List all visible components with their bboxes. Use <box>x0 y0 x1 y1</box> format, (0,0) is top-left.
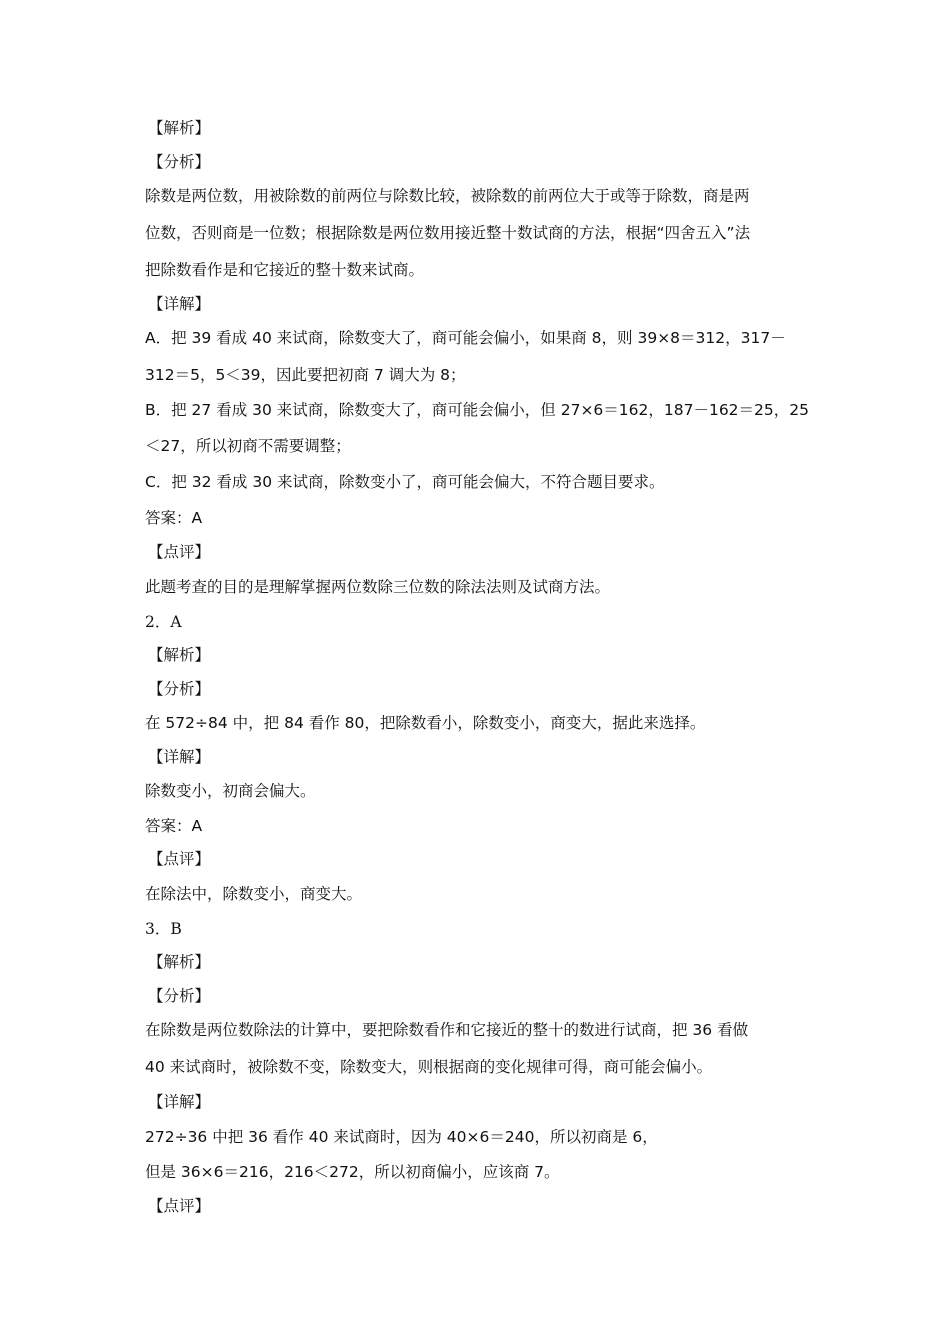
q1-detail-b-line-1: B．把 27 看成 30 来试商，除数变大了，商可能会偏小，但 27×6＝162，187－162＝25，25 <box>145 401 809 419</box>
q2-detail: 除数变小，初商会偏大。 <box>145 782 316 800</box>
q1-detail-a-line-2: 312＝5，5＜39，因此要把初商 7 调大为 8； <box>145 366 466 384</box>
q3-analysis-line-2: 40 来试商时，被除数不变，除数变大，则根据商的变化规律可得，商可能会偏小。 <box>145 1058 713 1076</box>
q2-answer: 答案：A <box>145 817 203 835</box>
q3-dianping-heading: 【点评】 <box>148 1197 211 1215</box>
q3-number: 3．B <box>145 920 182 938</box>
q1-comment: 此题考查的目的是理解掌握两位数除三位数的除法法则及试商方法。 <box>145 578 611 596</box>
q1-detail-b-line-2: ＜27，所以初商不需要调整； <box>145 437 351 455</box>
q1-dianping-heading: 【点评】 <box>148 543 211 561</box>
q2-analysis: 在 572÷84 中，把 84 看作 80，把除数看小，除数变小，商变大，据此来选择。 <box>145 714 706 732</box>
q2-dianping-heading: 【点评】 <box>148 850 211 868</box>
q1-detail-a-line-1: A．把 39 看成 40 来试商，除数变大了，商可能会偏小，如果商 8，则 39×8＝312，317－ <box>145 329 786 347</box>
q3-jiexi-heading: 【解析】 <box>148 953 211 971</box>
q1-answer: 答案：A <box>145 509 203 527</box>
q2-fenxi-heading: 【分析】 <box>148 680 211 698</box>
q3-xiangjie-heading: 【详解】 <box>148 1093 211 1111</box>
q2-xiangjie-heading: 【详解】 <box>148 748 211 766</box>
q3-detail-line-1: 272÷36 中把 36 看作 40 来试商时，因为 40×6＝240，所以初商是 6， <box>145 1128 658 1146</box>
q1-analysis-line-1: 除数是两位数，用被除数的前两位与除数比较，被除数的前两位大于或等于除数，商是两 <box>145 187 750 205</box>
q2-comment: 在除法中，除数变小，商变大。 <box>145 885 363 903</box>
q3-analysis-line-1: 在除数是两位数除法的计算中，要把除数看作和它接近的整十的数进行试商，把 36 看做 <box>145 1021 749 1039</box>
q1-jiexi-heading: 【解析】 <box>148 119 211 137</box>
q3-fenxi-heading: 【分析】 <box>148 987 211 1005</box>
q1-fenxi-heading: 【分析】 <box>148 153 211 171</box>
q3-detail-line-2: 但是 36×6＝216，216＜272，所以初商偏小，应该商 7。 <box>145 1163 560 1181</box>
q2-jiexi-heading: 【解析】 <box>148 646 211 664</box>
q1-detail-c: C．把 32 看成 30 来试商，除数变小了，商可能会偏大，不符合题目要求。 <box>145 473 665 491</box>
q1-analysis-line-2: 位数，否则商是一位数；根据除数是两位数用接近整十数试商的方法，根据“四舍五入”法 <box>145 224 751 242</box>
q2-number: 2．A <box>145 613 182 631</box>
q1-analysis-line-3: 把除数看作是和它接近的整十数来试商。 <box>145 261 425 279</box>
q1-xiangjie-heading: 【详解】 <box>148 295 211 313</box>
